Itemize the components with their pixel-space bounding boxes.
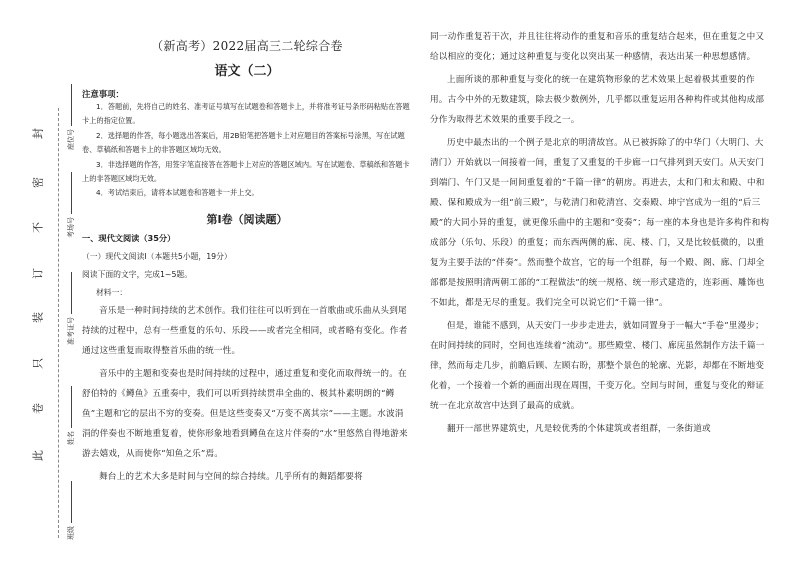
section-heading: 一、现代文阅读（35分）: [82, 232, 176, 243]
left-column: [82, 0, 412, 487]
seal-char: 卷: [31, 403, 45, 414]
subsection-heading: （一）现代文阅读Ⅰ（本题共5小题，19分）: [82, 251, 232, 261]
field-seat-number[interactable]: 座位号: [66, 84, 76, 150]
right-column: [430, 0, 770, 439]
field-class[interactable]: 班级: [66, 481, 76, 540]
seal-char: 装: [31, 312, 45, 323]
material-label: 材料一：: [96, 287, 128, 297]
seal-line: [58, 108, 59, 538]
notice-item: 4．考试结束后，请将本试题卷和答题卡一并上交。: [96, 188, 259, 198]
paragraph: 历史中最杰出的一个例子是北京的明清故宫。从已被拆除了的中华门（大明门、大清门）开始就以一间接着一间，重复了又重复的千步廊一口气排列到天安门。从天安门到端门、午门又是一间间重复着的“千篇一律”的朝房。再进去，太和门和太和殿、中和殿、保和殿成为一组“前三殿”，与乾清门和乾清宫、交泰殿、坤宁宫成为一组的“后三殿”的大同小异的重复，就更像乐曲中的主题和“变奏”；每一座的本身也是许多构件和构成部分（乐句、乐段）的重复；而东西两侧的廊、庑、楼、门，又是比较低微的，以重复为主要手法的“伴奏”。然而整个故宫，它的每一个组群，每一个殿、阁、廊、门却全部都是按照明清两朝工部的“工程做法”的统一规格、统一形式建造的，连彩画、雕饰也不如此，都是无尽的重复。我们完全可以说它们“千篇一律”。: [430, 138, 770, 308]
notice-list: [82, 100, 412, 201]
paragraph: 翻开一部世界建筑史，凡是较优秀的个体建筑或者组群，一条街道或: [447, 424, 711, 434]
field-exam-room[interactable]: 考场号: [66, 172, 76, 238]
paragraph: 同一动作重复若干次，并且往往将动作的重复和音乐的重复结合起来，但在重复之中又给以相应的变化；通过这种重复与变化以突出某一种感情，表达出某一种思想感情。: [430, 32, 765, 62]
notice-item: 1．答题前，先将自己的姓名、准考证号填写在试题卷和答题卡上，并将准考证号条形码粘贴在答题卡上的指定位置。: [82, 102, 410, 126]
paragraph: 上面所谈的那种重复与变化的统一在建筑物形象的艺术效果上起着极其重要的作用。古今中外的无数建筑，除去极少数例外，几乎都以重复运用各种构件或其他构成部分作为取得艺术效果的重要手段之一。: [430, 75, 765, 125]
exam-title: （新高考）2022届高三二轮综合卷: [151, 39, 343, 53]
paragraph: 舞台上的艺术大多是时间与空间的综合持续。几乎所有的舞蹈都要将: [99, 471, 363, 482]
seal-char: 封: [31, 128, 45, 139]
seal-char: 不: [31, 222, 45, 233]
seal-char: 订: [31, 268, 45, 279]
notice-item: 2．选择题的作答，每小题选出答案后，用2B铅笔把答题卡上对应题目的答案标号涂黑，写在试题卷、草稿纸和答题卡上的非答题区域均无效。: [82, 130, 405, 155]
field-admission-number[interactable]: 准考证号: [66, 272, 76, 345]
notice-heading: 注意事项：: [82, 89, 124, 99]
seal-char: 密: [31, 177, 45, 188]
paragraph: 音乐中的主题和变奏也是时间持续的过程中，通过重复和变化而取得统一的。在舒伯特的《鳟鱼》五重奏中，我们可以听到持续贯串全曲的、极其朴素明朗的“鳟鱼”主题和它的层出不穷的变奏。但是这些变奏又“万变不离其宗”——主题。水波涓涓的伴奏也不断地重复着，使你形象地看到鳟鱼在这片伴奏的“水”里悠然自得地游来游去嬉戏，从而使你“知鱼之乐”焉。: [82, 368, 408, 459]
seal-char: 只: [31, 358, 45, 369]
seal-char: 此: [31, 450, 45, 461]
binding-margin: [0, 0, 76, 562]
notice-item: 3．非选择题的作答，用签字笔直接答在答题卡上对应的答题区域内。写在试题卷、草稿纸和答题卡上的非答题区域均无效。: [82, 159, 410, 184]
paragraph: 音乐是一种时间持续的艺术创作。我们往往可以听到在一首歌曲或乐曲从头到尾持续的过程中，总有一些重复的乐句、乐段——或者完全相同，或者略有变化。作者通过这些重复而取得整首乐曲的统一性。: [82, 305, 408, 356]
part-title: 第Ⅰ卷（阅读题）: [206, 212, 288, 226]
field-name[interactable]: 姓名: [66, 386, 76, 445]
paragraph: 但是，谁能不感到，从天安门一步步走进去，就如同置身于一幅大“手卷”里漫步；在时间持续的同时，空间也连续着“流动”。那些殿堂、楼门、廊庑虽然制作方法千篇一律，然而每走几步，前瞻后顾、左顾右盼，那整个景色的轮廓、光影，却都在不断地变化着，一个接着一个新的画面出现在周围，千变万化。空间与时间，重复与变化的辩证统一在北京故宫中达到了最高的成就。: [430, 321, 765, 411]
instruction: 阅读下面的文字，完成1~5题。: [82, 269, 193, 279]
exam-subtitle: 语文（二）: [214, 64, 280, 79]
